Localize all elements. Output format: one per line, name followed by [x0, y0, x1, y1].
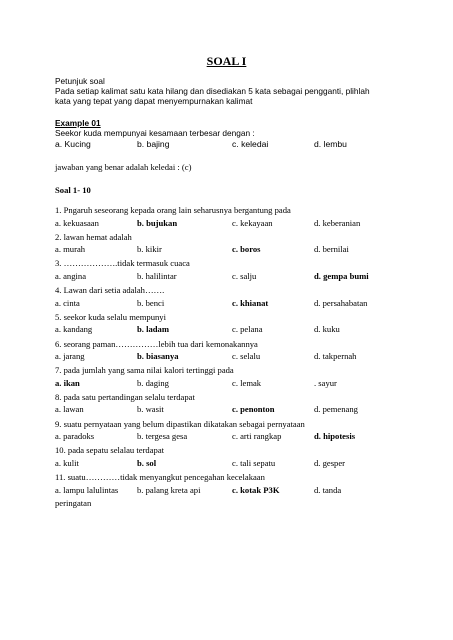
question-text: 6. seorang paman……………lebih tua dari kemonakannya: [55, 338, 258, 349]
answer-option: b. kikir: [137, 244, 162, 255]
example-question: Seekor kuda mempunyai kesamaan terbesar dengan :: [55, 128, 255, 138]
answer-option: a. lampu lalulintas: [55, 484, 119, 495]
answer-option-highlighted: c. khianat: [232, 297, 269, 308]
answer-option: b. wasit: [137, 404, 164, 415]
answer-option-highlighted: c. kotak P3K: [232, 484, 280, 495]
answer-option-highlighted: b. biasanya: [137, 351, 179, 361]
instructions-line-1: Pada setiap kalimat satu kata hilang dan disediakan 5 kata sebagai pengganti, plihlah: [55, 86, 370, 96]
question-text: 5. seekor kuda selalu mempunyi: [55, 311, 166, 322]
question-text: 9. suatu pernyataan yang belum dipastikan dikatakan sebagai pernyataan: [55, 418, 305, 429]
question-text: 4. Lawan dari setia adalah…….: [55, 285, 165, 296]
question-options: [55, 458, 415, 469]
answer-option: c. salju: [232, 270, 257, 281]
example-answer: jawaban yang benar adalah keledai : (c): [55, 162, 192, 172]
answer-option-highlighted: c. boros: [232, 244, 261, 255]
example-heading: Example 01: [55, 118, 101, 128]
question-text: 1. Pngaruh seseorang kepada orang lain seharusnya bergantung pada: [55, 205, 291, 215]
answer-option: b. tergesa gesa: [137, 431, 188, 442]
answer-option: c. tali sepatu: [232, 457, 276, 468]
answer-option: a. kandang: [55, 324, 93, 335]
question-options: [55, 298, 415, 309]
question-options: [55, 324, 415, 335]
example-option: d. lembu: [314, 139, 347, 149]
question-options: [55, 271, 415, 282]
page-title: SOAL I: [206, 54, 247, 68]
answer-option-highlighted: a. ikan: [55, 377, 80, 388]
example-option: b. bajing: [137, 139, 170, 149]
example-option: c. keledai: [232, 139, 269, 149]
question-text: 11. suatu…………tidak menyangkut pencegahan kecelakaan: [55, 472, 265, 482]
answer-option: a. kekuasaan: [55, 217, 99, 228]
answer-option: d. keberanian: [314, 217, 361, 228]
question-text: 8. pada satu pertandingan selalu terdapat: [55, 391, 195, 402]
instructions-line-2: kata yang tepat yang dapat menyempurnakan kalimat: [55, 96, 253, 106]
answer-option: b. palang kreta api: [137, 484, 201, 495]
answer-option: c. arti rangkap: [232, 431, 282, 442]
answer-option-highlighted: b. bujukan: [137, 217, 178, 228]
question-options: [55, 485, 415, 496]
answer-option: c. pelana: [232, 324, 263, 335]
answer-option: d. kuku: [314, 324, 340, 335]
answer-option: c. lemak: [232, 377, 262, 388]
answer-option: a. kulit: [55, 457, 79, 468]
answer-option: b. benci: [137, 297, 165, 308]
answer-option-highlighted: b. sol: [137, 457, 157, 468]
question-options: [55, 218, 415, 229]
example-option: a. Kucing: [55, 139, 91, 149]
answer-option: b. daging: [137, 377, 169, 388]
question-text: 2. lawan hemat adalah: [55, 231, 132, 242]
question-options: [55, 244, 415, 255]
answer-option: d. bernilai: [314, 244, 349, 255]
answer-option-highlighted: b. ladam: [137, 324, 169, 335]
answer-option: c. selalu: [232, 351, 261, 361]
question-options: [55, 404, 415, 415]
answer-option-highlighted: c. penonton: [232, 404, 275, 415]
answer-option: d. pemenang: [314, 404, 358, 415]
answer-option: b. halilintar: [137, 270, 177, 281]
answer-option: a. cinta: [55, 297, 80, 308]
question-text: 10. pada sepatu selalau terdapat: [55, 445, 165, 456]
question-options: [55, 378, 415, 389]
answer-option: c. kekayaan: [232, 217, 273, 228]
example-options: [55, 139, 415, 150]
answer-option: d. persahabatan: [314, 297, 368, 308]
section-heading: Soal 1- 10: [55, 185, 91, 195]
answer-option: d. tanda: [314, 484, 342, 495]
answer-option: a. lawan: [55, 404, 84, 415]
question-text: 3. ……………….tidak termasuk cuaca: [55, 258, 190, 269]
answer-option: a. angina: [55, 270, 87, 281]
answer-option: a. murah: [55, 244, 86, 255]
question-options: [55, 351, 415, 362]
answer-option: d. gesper: [314, 457, 346, 468]
answer-option-highlighted: d. gempa bumi: [314, 270, 369, 281]
instructions-heading: Petunjuk soal: [55, 76, 105, 86]
answer-option: . sayur: [314, 377, 337, 388]
question-options: [55, 431, 415, 442]
answer-option: a. jarang: [55, 351, 85, 361]
answer-option: a. paradoks: [55, 431, 95, 442]
answer-option-highlighted: d. hipotesis: [314, 431, 356, 442]
question-text: 7. pada jumlah yang sama nilai kalori tertinggi pada: [55, 365, 234, 376]
trailing-text: peringatan: [55, 497, 92, 508]
answer-option: d. takpernah: [314, 351, 357, 361]
